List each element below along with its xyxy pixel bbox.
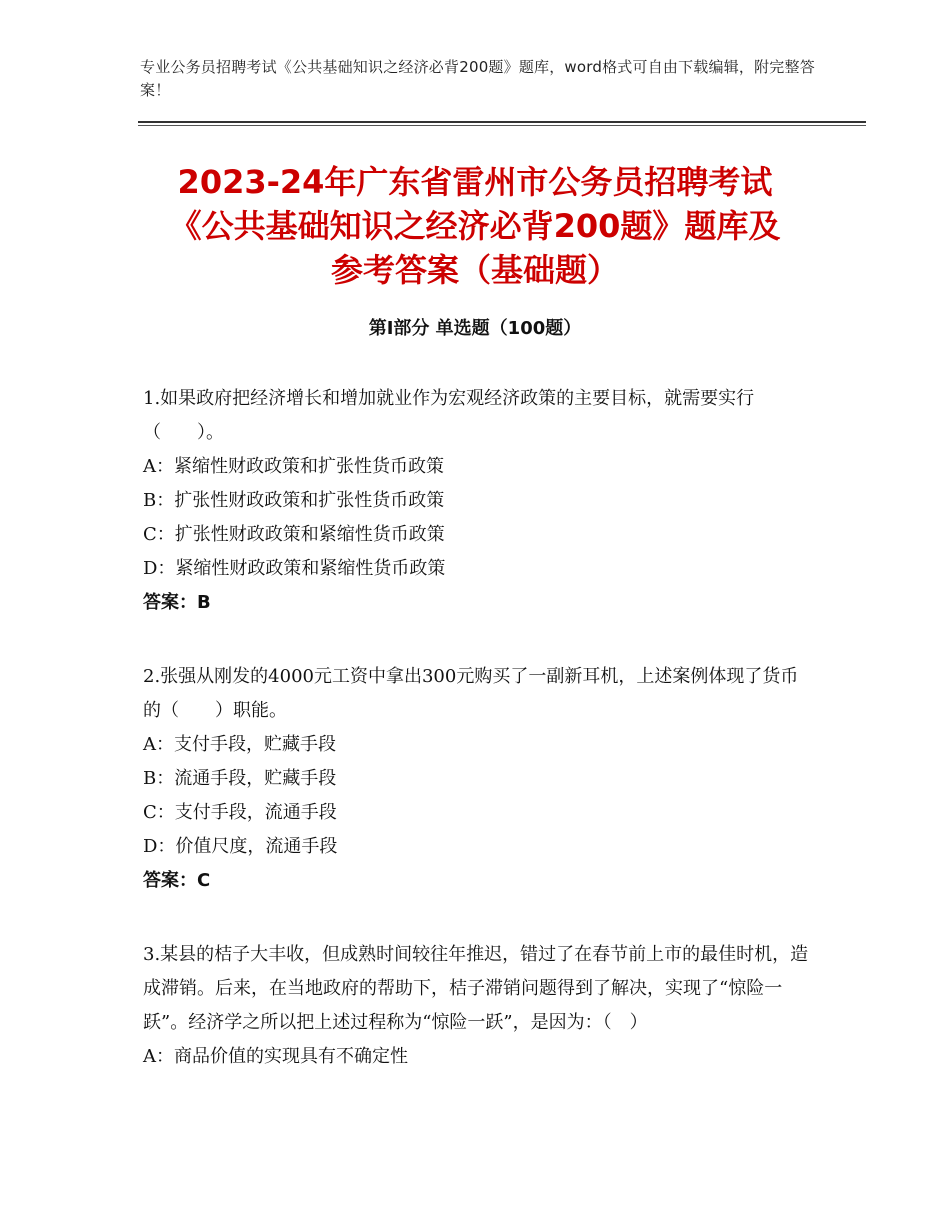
- title-line-1: 2023-24年广东省雷州市公务员招聘考试: [177, 163, 773, 201]
- option-a: A：商品价值的实现具有不确定性: [143, 1046, 408, 1067]
- answer-text: 答案：B: [143, 592, 211, 613]
- option-b: B：流通手段，贮藏手段: [143, 768, 337, 789]
- question-stem: 1.如果政府把经济增长和增加就业作为宏观经济政策的主要目标，就需要实行（ ）。: [143, 388, 755, 443]
- option-a: A：紧缩性财政政策和扩张性货币政策: [143, 456, 444, 477]
- option-a: A：支付手段，贮藏手段: [143, 734, 336, 755]
- header-rule-thick: [138, 121, 866, 123]
- title-line-2: 《公共基础知识之经济必背200题》题库及: [169, 207, 781, 245]
- document-title: [120, 160, 830, 292]
- section-heading: 第Ⅰ部分 单选题（100题）: [368, 318, 582, 339]
- question-2: [143, 660, 813, 898]
- option-d: D：紧缩性财政政策和紧缩性货币政策: [143, 558, 446, 579]
- question-list: [143, 382, 813, 1114]
- answer-text: 答案：C: [143, 870, 211, 891]
- title-line-3: 参考答案（基础题）: [330, 251, 619, 289]
- question-1: [143, 382, 813, 620]
- question-3: [143, 938, 813, 1074]
- header-note: 专业公务员招聘考试《公共基础知识之经济必背200题》题库，word格式可自由下载编辑，附完整答案！: [140, 58, 815, 99]
- option-b: B：扩张性财政政策和扩张性货币政策: [143, 490, 445, 511]
- question-stem: 2.张强从刚发的4000元工资中拿出300元购买了一副新耳机，上述案例体现了货币的（ ）职能。: [143, 666, 799, 721]
- question-stem: 3.某县的桔子大丰收，但成熟时间较往年推迟，错过了在春节前上市的最佳时机，造成滞销。后来，在当地政府的帮助下，桔子滞销问题得到了解决，实现了“惊险一跃”。经济学之所以把上述过程称为“惊险一跃”，是因为：（ ）: [143, 944, 809, 1033]
- option-c: C：扩张性财政政策和紧缩性货币政策: [143, 524, 445, 545]
- option-c: C：支付手段，流通手段: [143, 802, 337, 823]
- header-rule-thin: [138, 125, 866, 126]
- option-d: D：价值尺度，流通手段: [143, 836, 338, 857]
